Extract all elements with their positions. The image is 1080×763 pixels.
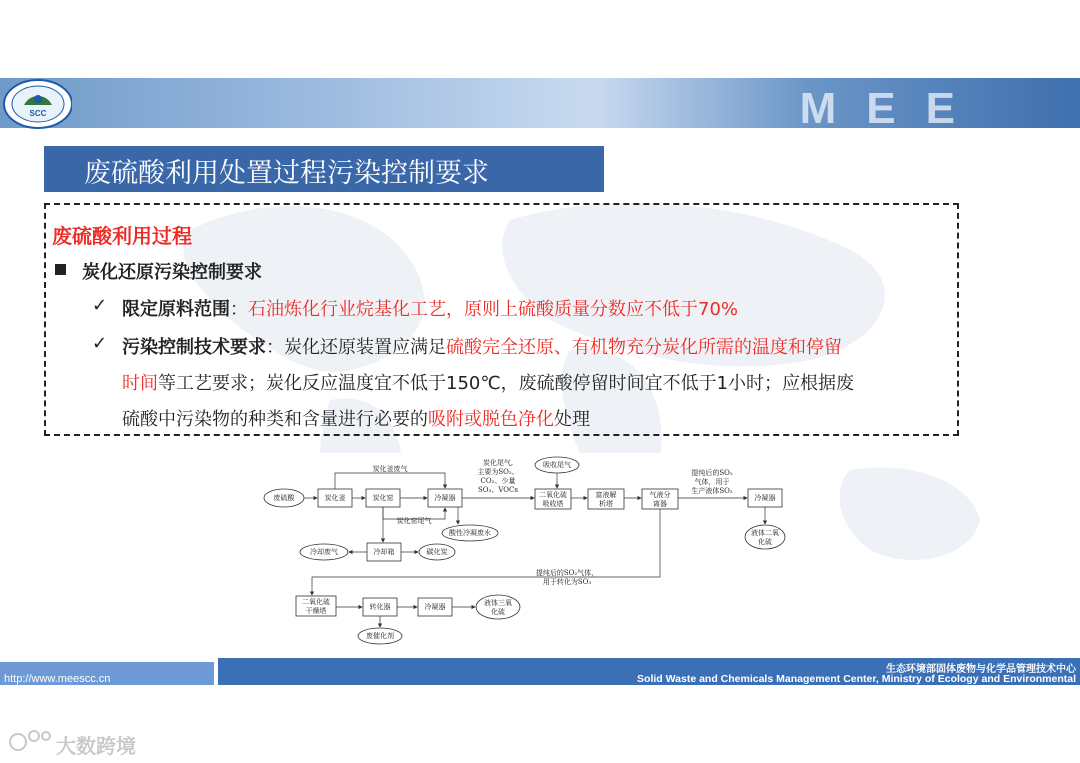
label-purified3: 生产液体SO₂ [691,487,733,495]
item2-t4: 处理 [554,409,590,430]
label-conv1: 提纯后的SO₂气体， [535,569,599,577]
footer-org-cn: 生态环境部固体废物与化学品管理技术中心 [886,664,1076,675]
item1-sep: ： [230,299,248,320]
label-acid-water: 酸性冷凝废水 [449,529,491,537]
item2-t1: 炭化还原装置应满足 [284,337,446,358]
item2-sep: ： [266,337,284,358]
header-banner [0,78,1080,128]
item2-r2: 时间 [122,373,158,394]
watermark-text: 大数跨境 [56,734,136,758]
item1-text: 石油炼化行业烷基化工艺，原则上硫酸质量分数应不低于70% [248,299,739,320]
item2-line2 [122,369,854,395]
label-absorb: 二氧化硫 [539,491,567,499]
item2-r1: 硫酸完全还原、有机物充分炭化所需的温度和停留 [446,337,842,358]
footer-url-link[interactable]: http://www.meescc.cn [4,673,111,685]
scc-logo-icon [2,79,72,129]
label-cond1: 冷凝器 [434,494,456,502]
label-cond3: 冷凝器 [424,603,446,611]
label-liq-so3b: 化硫 [491,608,505,616]
label-liq-so3: 液体三氧 [484,599,512,607]
label-conv2: 用于转化为SO₃ [542,578,592,586]
footer-org-en: Solid Waste and Chemicals Management Center, Ministry of Ecology and Environmental [637,673,1076,685]
label-sep: 气液分 [649,491,671,499]
label-sep2: 离器 [653,500,667,508]
label-cond2: 冷凝器 [754,494,776,502]
label-kiln: 炭化窑 [372,494,394,502]
label-absorb2: 吸收塔 [542,500,564,508]
item2-line3 [122,405,590,431]
label-tail2: 主要为SO₂、 [477,468,519,476]
check-icon: ✓ [92,333,108,354]
label-catalyst: 废催化剂 [366,632,394,640]
label-carbon: 碳化炭 [426,548,448,556]
label-purified2: 气体，用于 [694,478,730,486]
item2-r3: 吸附或脱色净化 [428,409,554,430]
label-desorb: 富液解 [595,491,617,499]
label-kiln-gas: 炭化窑尾气 [396,517,432,525]
label-dry2: 干燥塔 [305,607,327,615]
label-kettle: 炭化釜 [324,494,346,502]
page-title: 废硫酸利用处置过程污染控制要求 [84,158,489,189]
square-bullet-icon [55,264,66,275]
item1-line [122,295,738,321]
label-purified1: 提纯后的SO₂ [691,469,733,477]
label-liq-so2b: 化硫 [758,538,772,546]
label-liq-so2: 液体二氧 [751,529,779,537]
logo-text: SCC [29,109,47,118]
label-tail1: 炭化尾气, [482,459,514,467]
title-bar [44,146,604,192]
item2-t2: 等工艺要求；炭化反应温度宜不低于150℃，废硫酸停留时间宜不低于1小时；应根据废 [158,373,855,394]
banner-mee-text: MEE [799,84,985,128]
label-tail3: CO₂、少量 [480,477,516,485]
label-cooler: 冷却箱 [373,548,395,556]
label-desorb2: 析塔 [599,500,613,508]
item2-line1 [122,333,842,359]
label-cool-gas: 冷却废气 [310,548,338,556]
label-kettle-gas: 炭化釜废气 [372,465,408,473]
section-heading: 废硫酸利用过程 [52,224,192,248]
label-tail: 吸收尾气 [543,461,571,469]
process-flow-diagram [262,453,792,653]
item2-t3: 硫酸中污染物的种类和含量进行必要的 [122,409,428,430]
check-icon: ✓ [92,295,108,316]
label-tail4: SO₃、VOCs [478,486,518,494]
item1-label: 限定原料范围 [122,299,230,320]
item2-label: 污染控制技术要求 [122,337,266,358]
sub-heading: 炭化还原污染控制要求 [82,262,262,283]
label-waste-acid: 废硫酸 [273,494,295,502]
label-dry: 二氧化硫 [302,598,330,606]
label-conv: 转化器 [369,603,391,611]
